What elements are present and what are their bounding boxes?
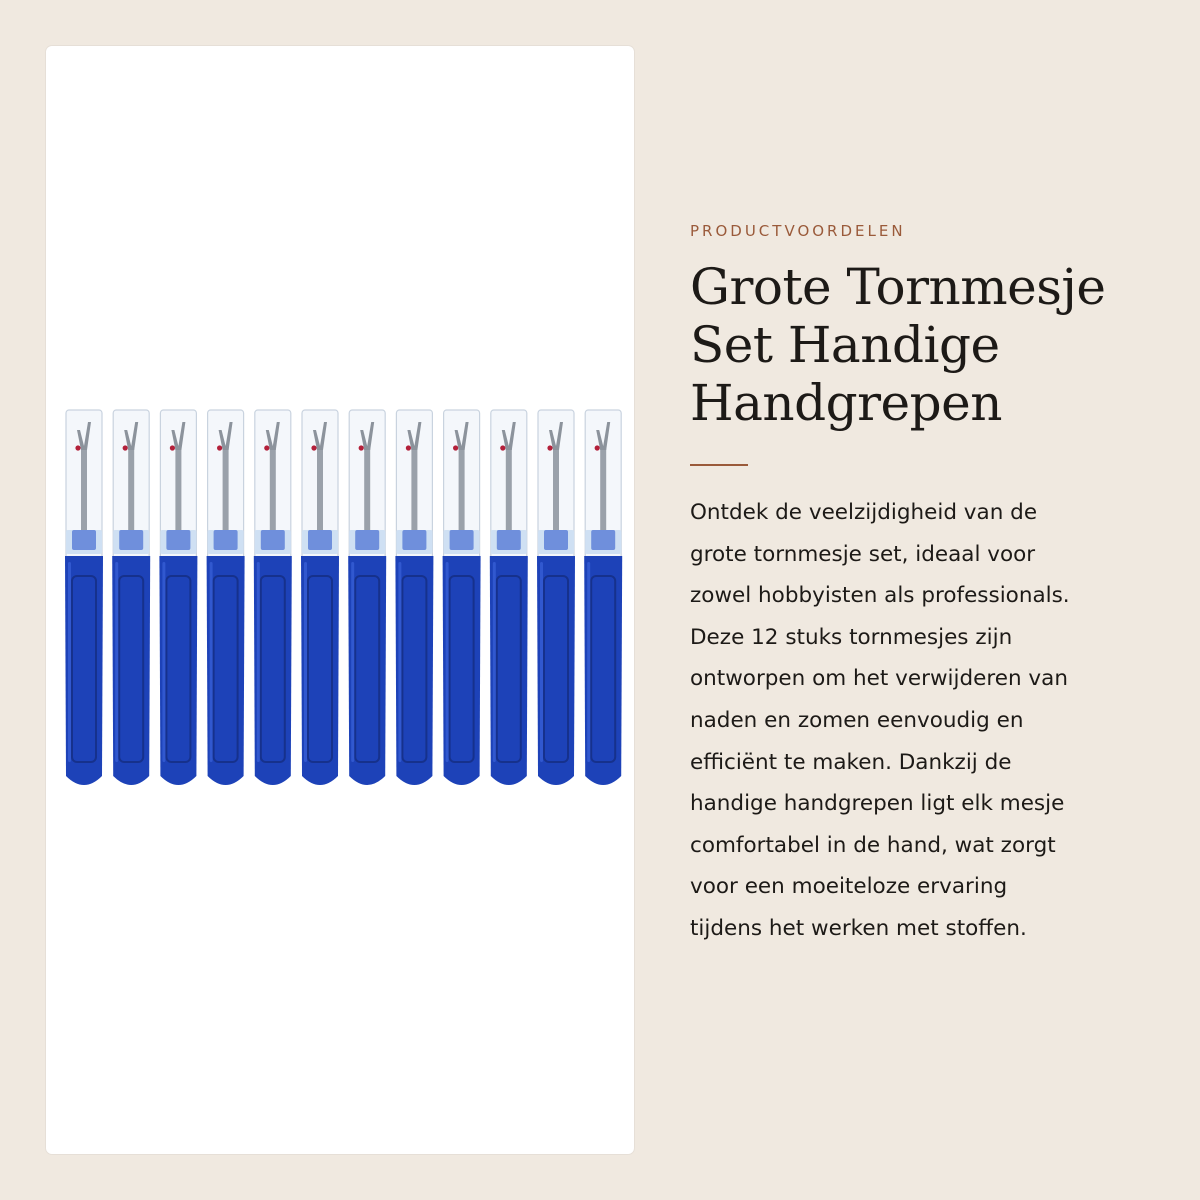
ripper-handle-highlight xyxy=(304,562,307,762)
description-line: voor een moeiteloze ervaring xyxy=(690,874,1008,900)
ripper-collar-inner xyxy=(497,530,521,550)
ripper-ball xyxy=(406,445,411,450)
ripper-shaft xyxy=(81,446,87,538)
ripper-handle-highlight xyxy=(446,562,449,762)
ripper-collar-inner xyxy=(119,530,143,550)
seam-ripper xyxy=(254,410,292,785)
ripper-ball xyxy=(217,445,222,450)
description-line: efficiënt te maken. Dankzij de xyxy=(690,749,1012,775)
ripper-ball xyxy=(453,445,458,450)
seam-ripper xyxy=(65,410,103,785)
ripper-collar-inner xyxy=(402,530,426,550)
ripper-handle-highlight xyxy=(257,562,260,762)
ripper-collar-inner xyxy=(72,530,96,550)
ripper-handle-highlight xyxy=(540,562,543,762)
seam-ripper xyxy=(159,410,197,785)
seam-ripper xyxy=(112,410,150,785)
title-divider xyxy=(690,464,748,466)
ripper-collar-inner xyxy=(591,530,615,550)
ripper-shaft xyxy=(270,446,276,538)
seam-ripper-set-image xyxy=(46,46,634,1154)
ripper-shaft xyxy=(600,446,606,538)
ripper-collar-inner xyxy=(261,530,285,550)
product-title-line: Grote Tornmesje xyxy=(690,258,1106,316)
seam-ripper xyxy=(301,410,339,785)
product-title-line: Handgrepen xyxy=(690,374,1002,432)
ripper-handle-highlight xyxy=(68,562,71,762)
seam-ripper xyxy=(395,410,433,785)
seam-ripper xyxy=(537,410,575,785)
description-line: ontworpen om het verwijderen van xyxy=(690,666,1068,692)
ripper-shaft xyxy=(459,446,465,538)
ripper-collar-inner xyxy=(450,530,474,550)
section-eyebrow: PRODUCTVOORDELEN xyxy=(690,222,906,240)
description-line: grote tornmesje set, ideaal voor xyxy=(690,541,1036,567)
product-description xyxy=(690,492,1150,950)
ripper-handle-highlight xyxy=(493,562,496,762)
ripper-ball xyxy=(264,445,269,450)
ripper-shaft xyxy=(317,446,323,538)
description-line: comfortabel in de hand, wat zorgt xyxy=(690,832,1056,858)
ripper-shaft xyxy=(223,446,229,538)
product-title-line: Set Handige xyxy=(690,316,1000,374)
product-title xyxy=(690,258,1160,432)
description-line: naden en zomen eenvoudig en xyxy=(690,707,1024,733)
description-line: tijdens het werken met stoffen. xyxy=(690,915,1027,941)
ripper-collar-inner xyxy=(214,530,238,550)
seam-ripper xyxy=(584,410,622,785)
description-line: Ontdek de veelzijdigheid van de xyxy=(690,500,1038,525)
ripper-collar-inner xyxy=(308,530,332,550)
ripper-collar-inner xyxy=(166,530,190,550)
ripper-ball xyxy=(123,445,128,450)
ripper-ball xyxy=(595,445,600,450)
ripper-ball xyxy=(500,445,505,450)
ripper-shaft xyxy=(553,446,559,538)
seam-ripper xyxy=(348,410,386,785)
ripper-shaft xyxy=(506,446,512,538)
ripper-handle-highlight xyxy=(351,562,354,762)
ripper-shaft xyxy=(411,446,417,538)
product-image-card xyxy=(46,46,634,1154)
ripper-handle-highlight xyxy=(398,562,401,762)
ripper-handle-highlight xyxy=(115,562,118,762)
ripper-ball xyxy=(547,445,552,450)
ripper-shaft xyxy=(128,446,134,538)
description-line: handige handgrepen ligt elk mesje xyxy=(690,791,1065,817)
seam-ripper xyxy=(443,410,481,785)
ripper-ball xyxy=(75,445,80,450)
product-benefits-section xyxy=(690,222,1160,950)
ripper-handle-highlight xyxy=(162,562,165,762)
ripper-ball xyxy=(311,445,316,450)
description-line: zowel hobbyisten als professionals. xyxy=(690,583,1070,609)
ripper-shaft xyxy=(175,446,181,538)
ripper-handle-highlight xyxy=(210,562,213,762)
ripper-collar-inner xyxy=(355,530,379,550)
ripper-ball xyxy=(170,445,175,450)
seam-ripper xyxy=(490,410,528,785)
ripper-ball xyxy=(359,445,364,450)
ripper-handle-highlight xyxy=(587,562,590,762)
ripper-shaft xyxy=(364,446,370,538)
ripper-collar-inner xyxy=(544,530,568,550)
seam-ripper xyxy=(207,410,245,785)
description-line: Deze 12 stuks tornmesjes zijn xyxy=(690,624,1013,650)
